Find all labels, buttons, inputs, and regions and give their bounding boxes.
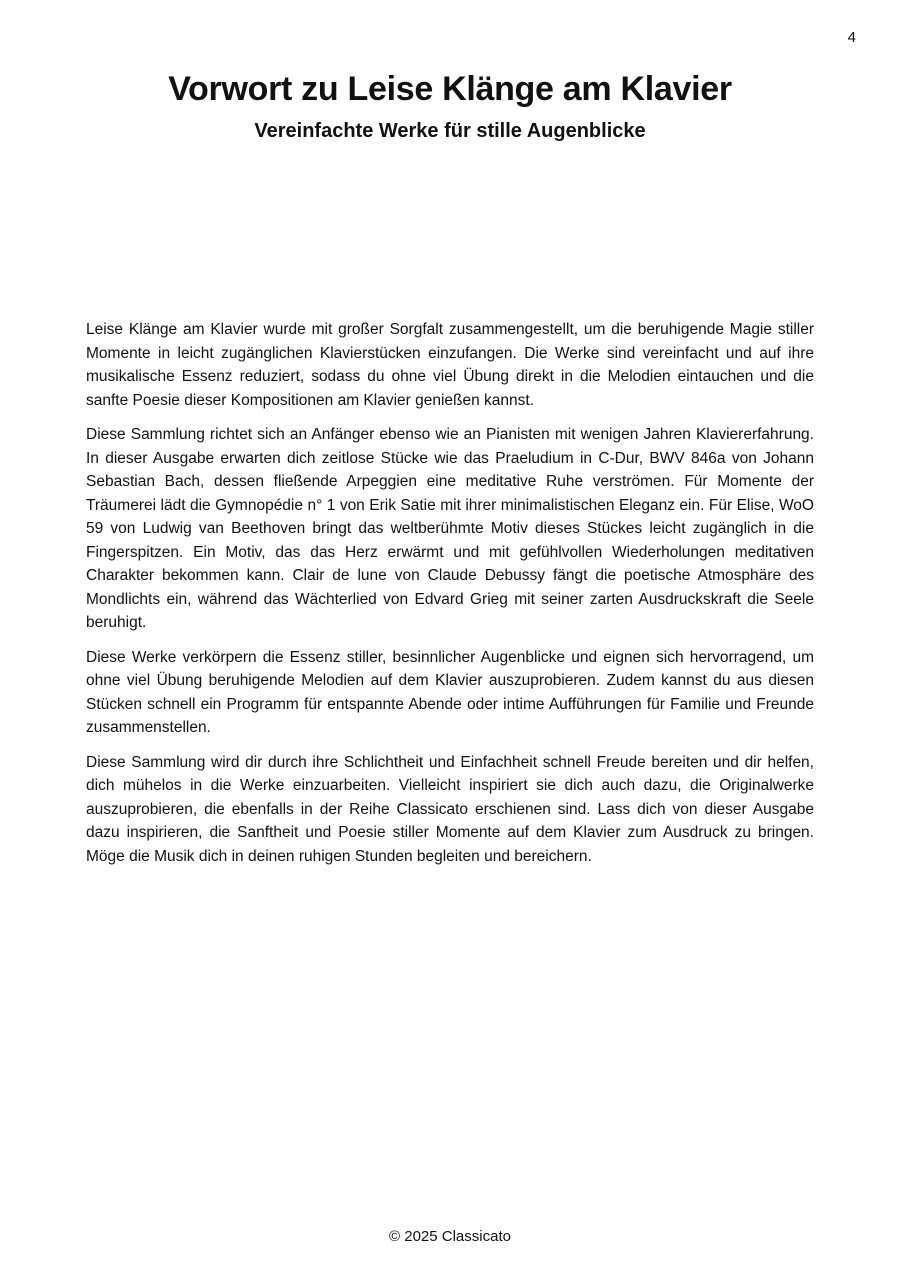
paragraph-1: Leise Klänge am Klavier wurde mit großer Sorgfalt zusammengestellt, um die beruhigende Magie stiller Momente in leicht zugänglichen Klavierstücken einzufangen. Die Werke sind vereinfacht und auf ihre musikalische Essenz reduziert, sodass du ohne viel Übung direkt in die Melodien eintauchen und die sanfte Poesie dieser Kompositionen am Klavier genießen kannst. xyxy=(86,321,814,409)
page-subtitle: Vereinfachte Werke für stille Augenblicke xyxy=(254,120,646,142)
preface-body xyxy=(86,318,814,879)
paragraph-2: Diese Sammlung richtet sich an Anfänger ebenso wie an Pianisten mit wenigen Jahren Klaviererfahrung. In dieser Ausgabe erwarten dich zeitlose Stücke wie das Praeludium in C-Dur, BWV 846a von Johann Sebastian Bach, dessen fließende Arpeggien eine meditative Ruhe verströmen. Für Momente der Träumerei lädt die Gymnopédie n° 1 von Erik Satie mit ihrer minimalistischen Eleganz ein. Für Elise, WoO 59 von Ludwig van Beethoven bringt das weltberühmte Motiv dieses Stückes leicht zugänglich in die Fingerspitzen. Ein Motiv, das das Herz erwärmt und mit gefühlvollen Wiederholungen meditativen Charakter bekommen kann. Clair de lune von Claude Debussy fängt die poetische Atmosphäre des Mondlichts ein, während das Wächterlied von Edvard Grieg mit seiner zarten Ausdruckskraft die Seele beruhigt. xyxy=(86,426,814,631)
page-title: Vorwort zu Leise Klänge am Klavier xyxy=(168,70,732,108)
paragraph-4: Diese Sammlung wird dir durch ihre Schlichtheit und Einfachheit schnell Freude bereiten und dir helfen, dich mühelos in die Werke einzuarbeiten. Vielleicht inspiriert sie dich auch dazu, die Originalwerke auszuprobieren, die ebenfalls in der Reihe Classicato erschienen sind. Lass dich von dieser Ausgabe dazu inspirieren, die Sanftheit und Poesie stiller Momente auf dem Klavier zum Ausdruck zu bringen. Möge die Musik dich in deinen ruhigen Stunden begleiten und bereichern. xyxy=(86,753,814,865)
page-number: 4 xyxy=(847,29,856,46)
copyright-footer: © 2025 Classicato xyxy=(389,1228,511,1245)
paragraph-3: Diese Werke verkörpern die Essenz stiller, besinnlicher Augenblicke und eignen sich hervorragend, um ohne viel Übung beruhigende Melodien auf dem Klavier auszuprobieren. Zudem kannst du aus diesen Stücken schnell ein Programm für entspannte Abende oder intime Aufführungen für Familie und Freunde zusammenstellen. xyxy=(86,648,814,736)
